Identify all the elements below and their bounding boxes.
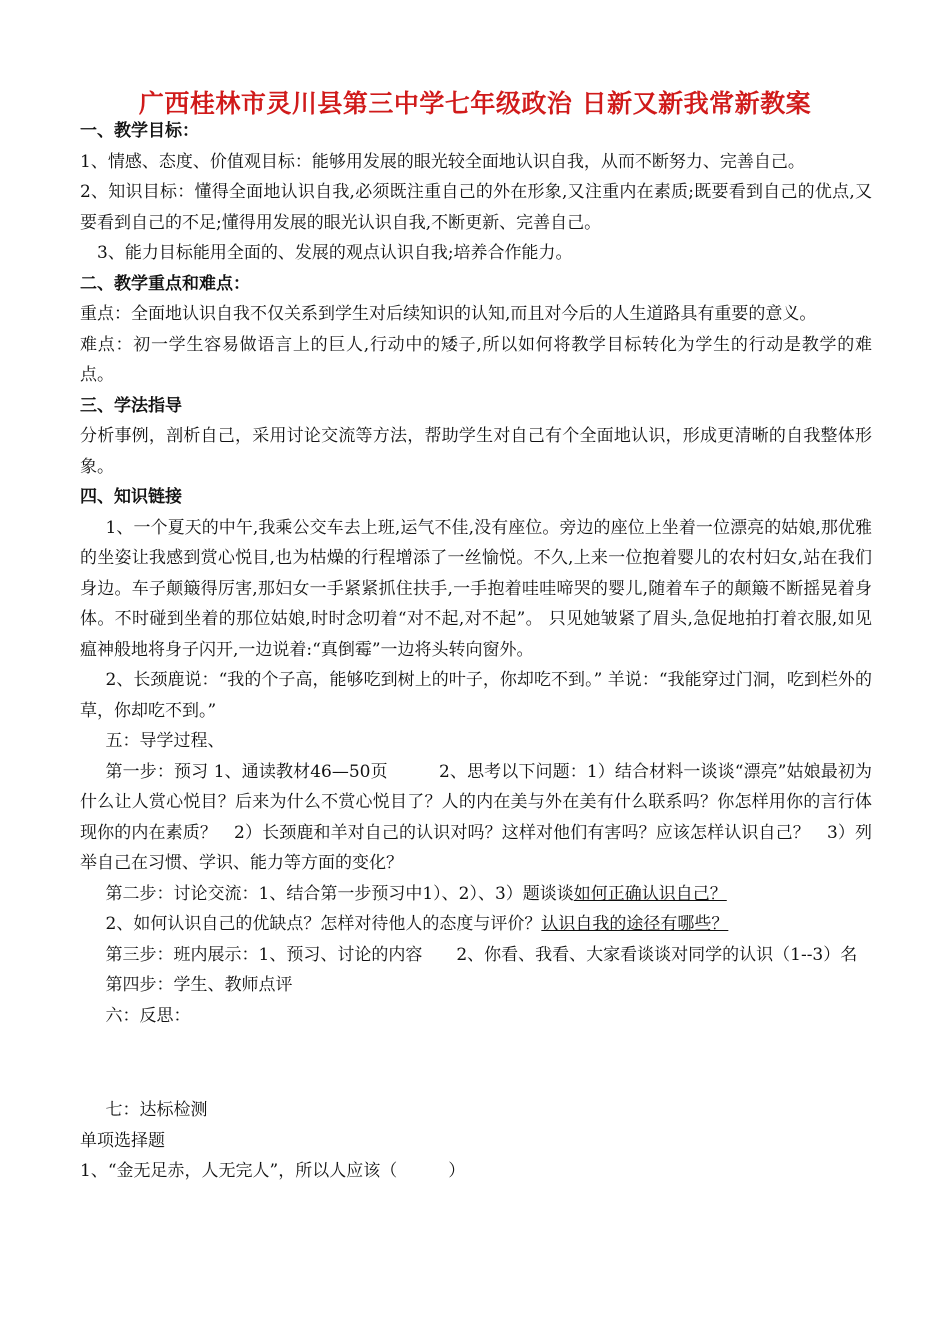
document-body: [80, 116, 872, 1187]
section-heading-process: 五：导学过程、: [105, 731, 225, 751]
question-type-label: 单项选择题: [80, 1130, 165, 1151]
story-bus: 1、一个夏天的中午,我乘公交车去上班,运气不佳,没有座位。旁边的座位上坐着一位漂亮的姑娘,那优雅的坐姿让我感到赏心悦目,也为枯燥的行程增添了一丝愉悦。不久,上来一位抱着婴儿的农村妇女,站在我们身边。车子颠簸得厉害,那妇女一手紧紧抓住扶手,一手抱着哇哇啼哭的婴儿,随着车子的颠簸不断摇晃着身体。不时碰到坐着的那位姑娘,时时念叨着“对不起,对不起”。 只见她皱紧了眉头,急促地拍打着衣服,如见瘟神般地将身子闪开,一边说着:“真倒霉”一边将头转向窗外。: [80, 517, 872, 660]
section-heading-reflection: 六：反思：: [105, 1005, 191, 1026]
key-point-text: 重点：全面地认识自我不仅关系到学生对后续知识的认知,而且对今后的人生道路具有重要的意义。: [80, 304, 817, 324]
step-1-preview: 第一步：预习 1、通读教材46—50页 2、思考以下问题：1）结合材料一谈谈“漂亮”姑娘最初为什么让人赏心悦目？后来为什么不赏心悦目了？人的内在美与外在美有什么联系吗？你怎样用你的言行体现你的内在素质？ 2）长颈鹿和羊对自己的认识对吗？这样对他们有害吗？应该怎样认识自己？ 3）列举自己在习惯、学识、能力等方面的变化？: [80, 761, 872, 873]
question-1: 1、“金无足赤，人无完人”，所以人应该（ ）: [80, 1161, 466, 1181]
story-giraffe-sheep: 2、长颈鹿说：“我的个子高，能够吃到树上的叶子，你却吃不到。” 羊说：“我能穿过门洞，吃到栏外的草，你却吃不到。”: [80, 670, 872, 721]
section-heading-method: 三、学法指导: [80, 395, 182, 416]
step-2-underlined: 如何正确认识自己？: [573, 883, 727, 904]
step-2b-text: 2、如何认识自己的优缺点？怎样对待他人的态度与评价？: [105, 914, 542, 934]
blank-space: [80, 1031, 872, 1095]
step-2-discussion: [80, 879, 872, 910]
objective-ability: 3、能力目标能用全面的、发展的观点认识自我;培养合作能力。: [97, 243, 573, 263]
objective-knowledge: 2、知识目标：懂得全面地认识自我,必须既注重自己的外在形象,又注重内在素质;既要看到自己的优点,又要看到自己的不足;懂得用发展的眼光认识自我,不断更新、完善自己。: [80, 182, 872, 233]
objective-emotion: 1、情感、态度、价值观目标：能够用发展的眼光较全面地认识自我，从而不断努力、完善自己。: [80, 151, 805, 172]
step-2b-underlined: 认识自我的途径有哪些？: [541, 914, 729, 934]
step-4-review: 第四步：学生、教师点评: [105, 975, 293, 995]
step-2-text: 第二步：讨论交流：1、结合第一步预习中1）、2）、3）题谈谈: [105, 883, 574, 904]
step-2-question-2: [80, 909, 872, 940]
step-3-presentation: 第三步：班内展示：1、预习、讨论的内容 2、你看、我看、大家看谈谈对同学的认识（1--3）名: [105, 944, 858, 965]
page-title: 广西桂林市灵川县第三中学七年级政治 日新又新我常新教案: [138, 89, 812, 118]
section-heading-assessment: 七：达标检测: [105, 1100, 208, 1120]
section-heading-objectives: 一、教学目标：: [80, 121, 199, 141]
section-heading-key-points: 二、教学重点和难点：: [80, 273, 250, 294]
section-heading-knowledge-link: 四、知识链接: [80, 487, 182, 507]
difficulty-text: 难点：初一学生容易做语言上的巨人,行动中的矮子,所以如何将教学目标转化为学生的行动是教学的难点。: [80, 334, 872, 385]
method-text: 分析事例，剖析自己，采用讨论交流等方法，帮助学生对自己有个全面地认识，形成更清晰的自我整体形象。: [80, 426, 872, 477]
